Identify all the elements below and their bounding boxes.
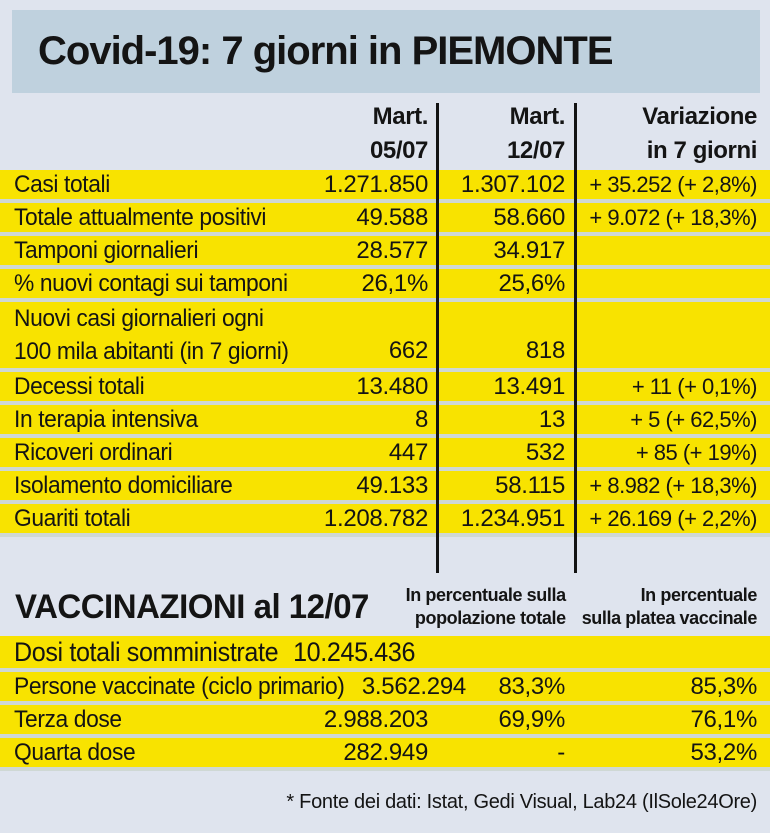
- vax-row-label: Persone vaccinate (ciclo primario): [14, 672, 345, 700]
- vax-colhead-platea: In percentuale sulla platea vaccinale: [581, 585, 757, 628]
- row-value-1207: 1.234.951: [460, 504, 565, 532]
- table-row: [0, 438, 770, 471]
- header-col-1207: Mart. 12/07: [506, 103, 565, 164]
- row-value-1207: 34.917: [493, 236, 565, 264]
- vax-row: [0, 738, 770, 771]
- header-empty: [14, 100, 282, 170]
- vax-row-label: Terza dose: [14, 705, 122, 733]
- vax-pct-popolazione: 69,9%: [498, 705, 565, 733]
- vax-pct-platea: 85,3%: [690, 672, 757, 700]
- column-divider: [436, 103, 439, 573]
- row-value-0507: 447: [388, 438, 428, 466]
- table-row: [0, 372, 770, 405]
- vax-pct-platea: 76,1%: [690, 705, 757, 733]
- table-row: [0, 170, 770, 203]
- row-label: In terapia intensiva: [14, 405, 198, 433]
- vax-pct-popolazione: -: [557, 738, 565, 766]
- title-panel: [12, 10, 760, 93]
- table-row: [0, 269, 770, 302]
- vax-total-label: Dosi totali somministrate: [14, 636, 279, 667]
- row-value-0507: 13.480: [356, 372, 428, 400]
- row-value-1207: 532: [525, 438, 565, 466]
- row-label: Decessi totali: [14, 372, 145, 400]
- vax-pct-platea: 53,2%: [690, 738, 757, 766]
- row-variation: + 85 (+ 19%): [635, 439, 757, 465]
- header-col-0507: Mart. 05/07: [369, 103, 428, 164]
- row-value-1207: 818: [525, 337, 565, 364]
- table-row: [0, 504, 770, 537]
- row-label: % nuovi contagi sui tamponi: [14, 269, 288, 297]
- vax-row-value: 2.988.203: [323, 705, 428, 733]
- row-label: Casi totali: [14, 170, 110, 198]
- row-variation: [565, 365, 757, 368]
- vax-total-row: [0, 636, 770, 672]
- vaccination-section: [0, 578, 770, 771]
- table-header: [0, 100, 770, 170]
- data-source-note: * Fonte dei dati: Istat, Gedi Visual, Lab24 (IlSole24Ore): [286, 791, 757, 813]
- row-value-0507: 1.208.782: [323, 504, 428, 532]
- row-value-1207: 25,6%: [498, 269, 565, 297]
- table-row: [0, 471, 770, 504]
- covid-table: [0, 100, 770, 537]
- row-value-1207: 58.660: [493, 203, 565, 231]
- row-value-0507: 26,1%: [361, 269, 428, 297]
- vax-row-value: 282.949: [343, 738, 428, 766]
- row-variation: + 9.072 (+ 18,3%): [589, 204, 757, 230]
- row-value-0507: 49.133: [356, 471, 428, 499]
- row-variation: + 26.169 (+ 2,2%): [589, 505, 757, 531]
- vax-row-value: 3.562.294: [361, 672, 466, 700]
- row-variation: + 5 (+ 62,5%): [630, 406, 757, 432]
- vax-total-value: 10.245.436: [293, 636, 416, 667]
- column-divider: [574, 103, 577, 573]
- row-value-1207: 1.307.102: [460, 170, 565, 198]
- row-value-0507: 662: [388, 337, 428, 364]
- table-row: [0, 405, 770, 438]
- row-value-0507: 28.577: [356, 236, 428, 264]
- vax-row-label: Quarta dose: [14, 738, 136, 766]
- row-label: Isolamento domiciliare: [14, 471, 233, 499]
- row-value-1207: 58.115: [495, 471, 565, 499]
- row-value-0507: 49.588: [356, 203, 428, 231]
- table-row: [0, 236, 770, 269]
- row-variation: + 8.982 (+ 18,3%): [589, 472, 757, 498]
- vax-pct-popolazione: 83,3%: [498, 672, 565, 700]
- table-row: [0, 203, 770, 236]
- vax-colhead-popolazione: In percentuale sulla popolazione totale: [405, 585, 566, 628]
- vax-row: [0, 672, 770, 705]
- row-label: Totale attualmente positivi: [14, 203, 267, 231]
- vaccination-header: [0, 578, 770, 636]
- vaccination-title: VACCINAZIONI al 12/07: [15, 587, 369, 626]
- vax-row: [0, 705, 770, 738]
- row-value-1207: 13: [538, 405, 565, 433]
- row-variation: + 11 (+ 0,1%): [631, 373, 757, 399]
- page-title: Covid-19: 7 giorni in PIEMONTE: [38, 29, 613, 73]
- table-row: [0, 302, 770, 372]
- row-label: Guariti totali: [14, 504, 131, 532]
- header-col-variazione: Variazione in 7 giorni: [642, 103, 757, 164]
- row-label: Ricoveri ordinari: [14, 438, 173, 466]
- row-label: Tamponi giornalieri: [14, 236, 199, 264]
- row-label: Nuovi casi giornalieri ogni: [14, 305, 264, 332]
- row-label-line2: 100 mila abitanti (in 7 giorni): [14, 338, 289, 365]
- row-value-0507: 8: [414, 405, 428, 433]
- row-variation: + 35.252 (+ 2,8%): [589, 171, 757, 197]
- row-value-0507: 1.271.850: [323, 170, 428, 198]
- row-value-1207: 13.491: [493, 372, 565, 400]
